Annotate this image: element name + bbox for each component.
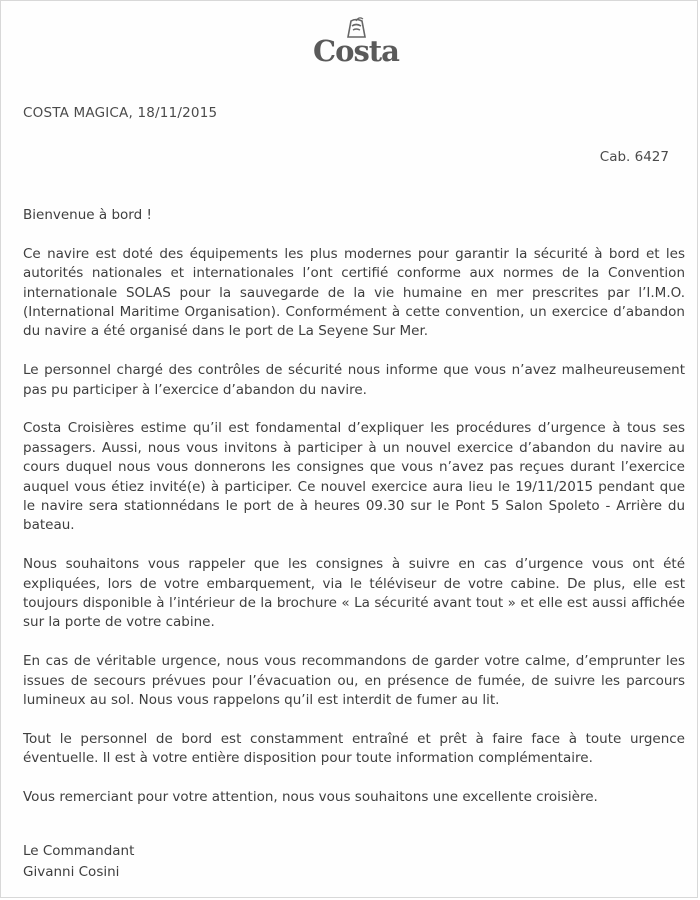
- signature-title: Le Commandant: [23, 843, 135, 859]
- paragraph-5: En cas de véritable urgence, nous vous recommandons de garder votre calme, d’emprunter les issues de secours prévues pour l’évacuation ou, en présence de fumée, de suivre les parcours lumineux au sol. Nous vous rappelons qu’il est interdit de fumer au lit.: [23, 653, 685, 709]
- signature-name: Givanni Cosini: [23, 864, 120, 880]
- paragraph-7: Vous remerciant pour votre attention, nous vous souhaitons une excellente croisière.: [23, 789, 598, 806]
- paragraph-2: Le personnel chargé des contrôles de sécurité nous informe que vous n’avez malheureusement pas pu participer à l’exercice d’abandon du navire.: [23, 362, 685, 398]
- paragraph-3: Costa Croisières estime qu’il est fondamental d’expliquer les procédures d’urgence à tous ses passagers. Aussi, nous vous invitons à participer à un nouvel exercice d’abandon du navire au cours duquel nous vous donnerons les consignes que vous n’avez pas reçues durant l’exercice auquel vous étiez invité(e) à participer. Ce nouvel exercice aura lieu le 19/11/2015 pendant que le navire sera stationnédans le port de à heures 09.30 sur le Pont 5 Salon Spoleto - Arrière du bateau.: [23, 420, 685, 534]
- paragraph-6: Tout le personnel de bord est constamment entraîné et prêt à faire face à toute urgence éventuelle. Il est à votre entière disposition pour toute information complémentaire.: [23, 730, 685, 767]
- paragraph-1: Ce navire est doté des équipements les plus modernes pour garantir la sécurité à bord et les autorités nationales et internationales l’ont certifié conforme aux normes de la Convention internationale SOLAS pour la sauvegarde de la vie humaine en mer prescrites par l’I.M.O. (International Maritime Organisation). Conformément à cette convention, un exercice d’abandon du navire a été organisé dans le port de La Seyene Sur Mer.: [23, 245, 685, 340]
- signature-block: [23, 841, 134, 883]
- place-date: COSTA MAGICA, 18/11/2015: [23, 105, 218, 121]
- cabin-number: Cab. 6427: [599, 149, 669, 165]
- costa-logo: [306, 17, 406, 73]
- letter-body: [23, 206, 685, 827]
- greeting: Bienvenue à bord !: [23, 207, 152, 223]
- paragraph-4: Nous souhaitons vous rappeler que les consignes à suivre en cas d’urgence vous ont été expliquées, lors de votre embarquement, via le téléviseur de votre cabine. De plus, elle est toujours disponible à l’intérieur de la brochure « La sécurité avant tout » et elle est aussi affichée sur la porte de votre cabine.: [23, 556, 685, 631]
- logo-wordmark: Costa: [313, 34, 399, 68]
